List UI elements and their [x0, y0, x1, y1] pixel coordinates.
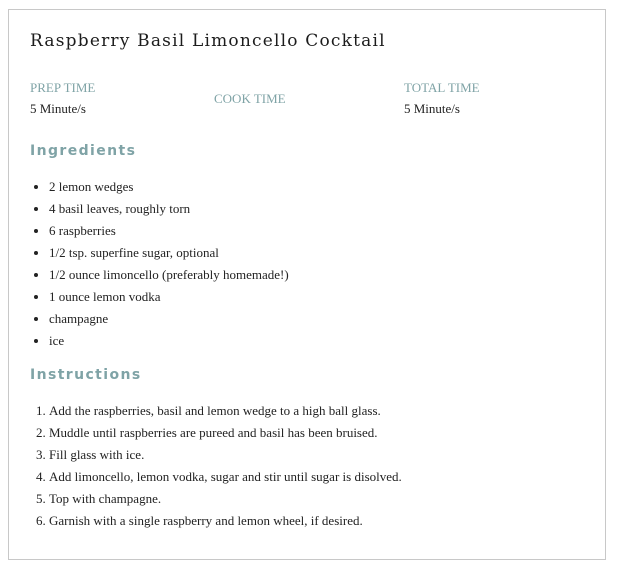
- ingredient-item: • 1/2 tsp. superfine sugar, optional: [49, 243, 289, 265]
- instruction-step: 5. Top with champagne.: [49, 489, 402, 511]
- ingredients-heading: Ingredients: [30, 143, 137, 159]
- ingredient-item: • 1 ounce lemon vodka: [49, 287, 289, 309]
- ingredients-list: [28, 177, 289, 353]
- ingredient-item: • 4 basil leaves, roughly torn: [49, 199, 289, 221]
- total-time-label: TOTAL TIME: [404, 80, 480, 95]
- prep-time-label: PREP TIME: [30, 80, 96, 95]
- total-time-value: 5 Minute/s: [404, 101, 460, 116]
- cook-time-label: COOK TIME: [214, 91, 286, 106]
- ingredient-item: • champagne: [49, 309, 289, 331]
- instruction-step: 2. Muddle until raspberries are pureed and basil has been bruised.: [49, 423, 402, 445]
- recipe-title: Raspberry Basil Limoncello Cocktail: [30, 31, 386, 51]
- instruction-step: 1. Add the raspberries, basil and lemon wedge to a high ball glass.: [49, 401, 402, 423]
- prep-time-value: 5 Minute/s: [30, 101, 86, 116]
- recipe-card: [8, 9, 606, 560]
- instructions-heading: Instructions: [30, 367, 142, 383]
- instructions-list: [28, 401, 402, 533]
- ingredient-item: • 1/2 ounce limoncello (preferably homemade!): [49, 265, 289, 287]
- instruction-step: 3. Fill glass with ice.: [49, 445, 402, 467]
- ingredient-item: • 6 raspberries: [49, 221, 289, 243]
- ingredient-item: • 2 lemon wedges: [49, 177, 289, 199]
- instruction-step: 6. Garnish with a single raspberry and lemon wheel, if desired.: [49, 511, 402, 533]
- ingredient-item: • ice: [49, 331, 289, 353]
- instruction-step: 4. Add limoncello, lemon vodka, sugar and stir until sugar is disolved.: [49, 467, 402, 489]
